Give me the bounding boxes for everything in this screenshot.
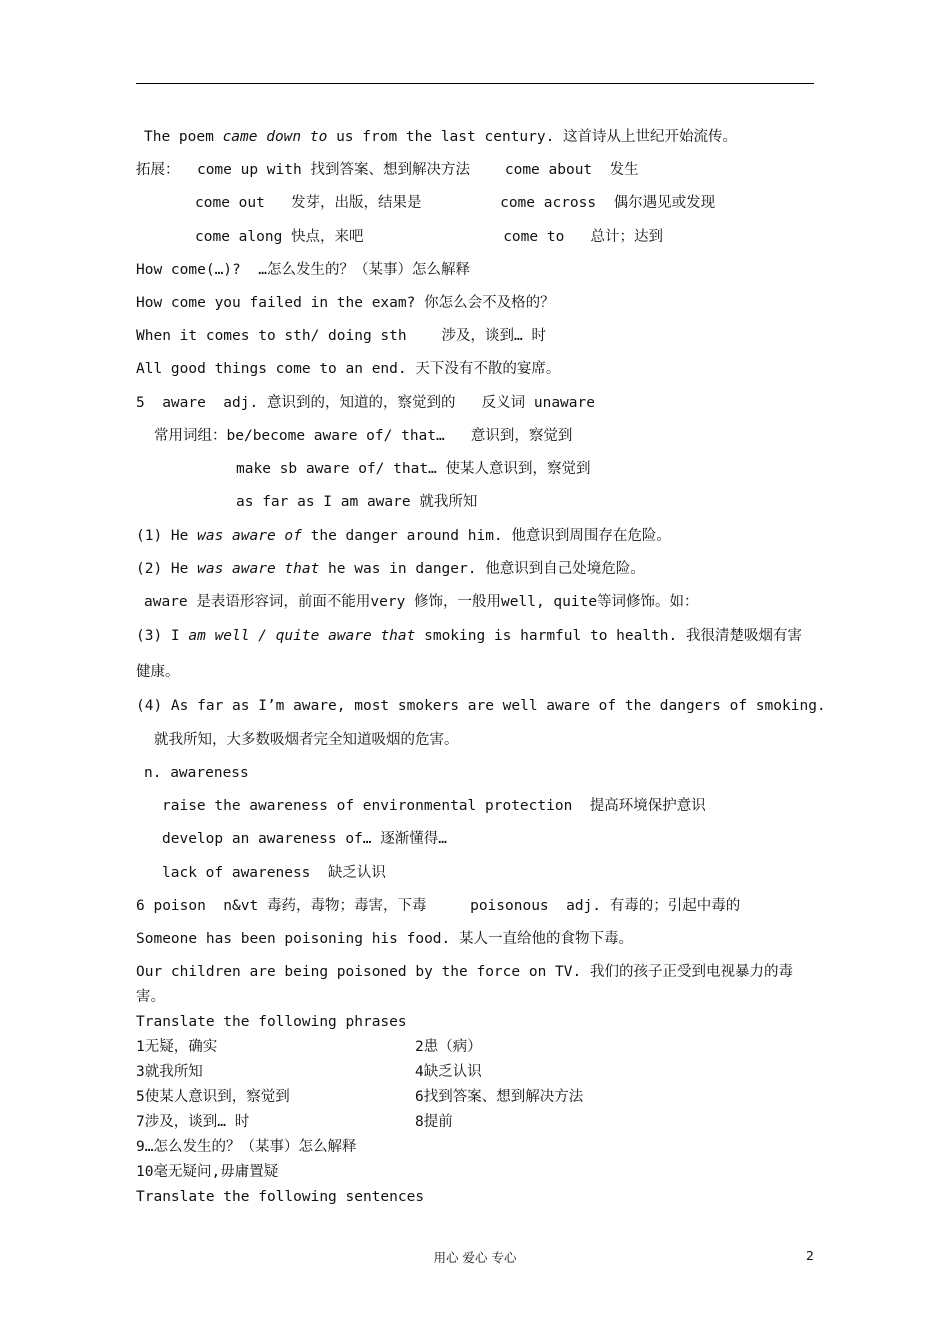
poison-example-1: Someone has been poisoning his food. 某人一直给他的食物下毒。: [136, 931, 633, 947]
how-come-line: How come(…)? …怎么发生的？（某事）怎么解释: [136, 262, 470, 278]
awareness-phrase-2: develop an awareness of… 逐渐懂得…: [162, 831, 447, 847]
phrase-item-3: 3就我所知: [136, 1064, 203, 1080]
aware-example-2: (2) He was aware that he was in danger. 他意识到自己处境危险。: [136, 561, 645, 577]
proverb-line: All good things come to an end. 天下没有不散的宴席。: [136, 361, 561, 377]
header-rule: [136, 83, 814, 84]
phrase-item-4: 4缺乏认识: [415, 1064, 482, 1080]
aware-phrase-1: 常用词组：be/become aware of/ that… 意识到，察觉到: [154, 428, 573, 444]
awareness-phrase-3: lack of awareness 缺乏认识: [162, 865, 386, 881]
poison-heading: 6 poison n&vt 毒药，毒物；毒害，下毒 poisonous adj. 有毒的；引起中毒的: [136, 898, 741, 914]
phrase-item-7: 7涉及，谈到… 时: [136, 1114, 250, 1130]
extension-line-2: come out 发芽，出版，结果是 come across 偶尔遇见或发现: [195, 195, 716, 211]
aware-heading: 5 aware adj. 意识到的，知道的，察觉到的 反义词 unaware: [136, 395, 595, 411]
aware-example-4: (4) As far as I’m aware, most smokers are well aware of the dangers of smoking.: [136, 698, 826, 714]
example-poem: The poem came down to us from the last century. 这首诗从上世纪开始流传。: [144, 129, 738, 145]
phrase-item-9: 9…怎么发生的？（某事）怎么解释: [136, 1139, 357, 1155]
aware-phrase-3: as far as I am aware 就我所知: [236, 494, 478, 510]
phrases-heading: Translate the following phrases: [136, 1014, 407, 1030]
how-come-example: How come you failed in the exam? 你怎么会不及格的？: [136, 295, 555, 311]
phrase-item-1: 1无疑，确实: [136, 1039, 218, 1055]
extension-line-3: come along 快点，来吧 come to 总计；达到: [195, 229, 663, 245]
page-footer: 用心 爱心 专心: [433, 1250, 517, 1265]
phrase-item-10: 10毫无疑问,毋庸置疑: [136, 1164, 279, 1180]
page-number: 2: [806, 1248, 814, 1263]
aware-example-4-translation: 就我所知，大多数吸烟者完全知道吸烟的危害。: [154, 732, 459, 748]
aware-example-3-cont: 健康。: [136, 664, 180, 680]
phrase-item-5: 5使某人意识到，察觉到: [136, 1089, 290, 1105]
poison-example-2: Our children are being poisoned by the force on TV. 我们的孩子正受到电视暴力的毒: [136, 964, 793, 980]
aware-phrase-2: make sb aware of/ that… 使某人意识到，察觉到: [236, 461, 591, 477]
aware-example-1: (1) He was aware of the danger around him. 他意识到周围存在危险。: [136, 528, 671, 544]
awareness-heading: n. awareness: [144, 765, 249, 781]
aware-example-3: (3) I am well / quite aware that smoking is harmful to health. 我很清楚吸烟有害: [136, 628, 802, 644]
poison-example-2-cont: 害。: [136, 989, 165, 1005]
phrase-item-8: 8提前: [415, 1114, 453, 1130]
phrase-item-2: 2患（病）: [415, 1039, 482, 1055]
phrase-item-6: 6找到答案、想到解决方法: [415, 1089, 584, 1105]
extension-line-1: 拓展： come up with 找到答案、想到解决方法 come about 发生: [136, 162, 639, 178]
aware-note: aware 是表语形容词，前面不能用very 修饰，一般用well, quite等词修饰。如：: [144, 594, 699, 610]
when-it-comes-line: When it comes to sth/ doing sth 涉及，谈到… 时: [136, 328, 546, 344]
awareness-phrase-1: raise the awareness of environmental protection 提高环境保护意识: [162, 798, 706, 814]
sentences-heading: Translate the following sentences: [136, 1189, 425, 1205]
